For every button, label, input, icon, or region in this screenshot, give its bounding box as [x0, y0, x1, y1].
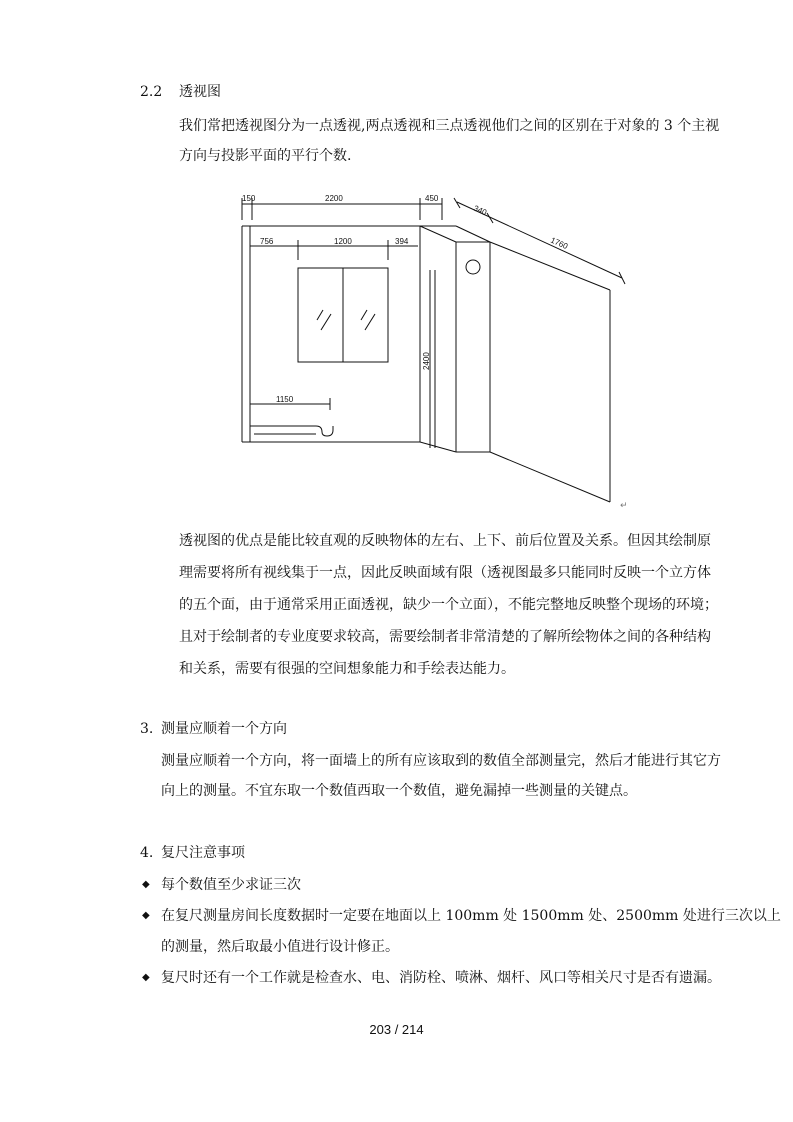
section-3-number: 3.: [140, 721, 154, 737]
dim-340: 340: [472, 203, 489, 218]
dim-1150: 1150: [276, 395, 294, 404]
section-number: 2.2: [140, 84, 163, 100]
section-title: 透视图: [179, 84, 221, 100]
dim-1760: 1760: [549, 235, 570, 252]
dim-756: 756: [260, 237, 274, 246]
bullet-1-line-1: 每个数值至少求证三次: [161, 877, 301, 893]
section-4-number: 4.: [140, 845, 154, 861]
dim-150: 150: [242, 194, 256, 203]
page-number: 203 / 214: [369, 1022, 424, 1037]
section-3-line-1: 测量应顺着一个方向，将一面墙上的所有应该取到的数值全部测量完，然后才能进行其它方: [161, 753, 721, 769]
dim-450: 450: [425, 194, 439, 203]
perspective-line-5: 和关系，需要有很强的空间想象能力和手绘表达能力。: [179, 661, 515, 677]
perspective-line-4: 且对于绘制者的专业度要求较高，需要绘制者非常清楚的了解所绘物体之间的各种结构: [179, 629, 711, 645]
dim-2400: 2400: [422, 352, 431, 370]
bullet-2-line-2: 的测量，然后取最小值进行设计修正。: [161, 939, 399, 955]
dim-1200: 1200: [334, 237, 352, 246]
bullet-icon: ◆: [142, 972, 150, 983]
pipe-circle: [466, 260, 480, 274]
section-3-title: 测量应顺着一个方向: [161, 721, 287, 737]
bullet-icon: ◆: [142, 910, 150, 921]
section-4-title: 复尺注意事项: [161, 845, 245, 861]
bullet-3-line-1: 复尺时还有一个工作就是检查水、电、消防栓、喷淋、烟杆、风口等相关尺寸是否有遗漏。: [161, 970, 721, 986]
perspective-line-2: 理需要将所有视线集于一点，因此反映面域有限（透视图最多只能同时反映一个立方体: [179, 565, 711, 581]
perspective-line-3: 的五个面，由于通常采用正面透视，缺少一个立面），不能完整地反映整个现场的环境；: [179, 597, 718, 613]
section-3-line-2: 向上的测量。不宜东取一个数值西取一个数值，避免漏掉一些测量的关键点。: [161, 783, 637, 799]
perspective-line-1: 透视图的优点是能比较直观的反映物体的左右、上下、前后位置及关系。但因其绘制原: [179, 533, 711, 549]
dim-2200: 2200: [325, 194, 343, 203]
perspective-drawing: [230, 190, 640, 520]
bullet-icon: ◆: [142, 879, 150, 890]
bullet-2-line-1: 在复尺测量房间长度数据时一定要在地面以上 100mm 处 1500mm 处、2500mm 处进行三次以上: [161, 908, 781, 924]
intro-line-1: 我们常把透视图分为一点透视,两点透视和三点透视他们之间的区别在于对象的 3 个主视: [179, 118, 720, 134]
return-mark: ↵: [620, 500, 628, 510]
intro-line-2: 方向与投影平面的平行个数.: [179, 148, 352, 164]
dim-394: 394: [395, 237, 409, 246]
